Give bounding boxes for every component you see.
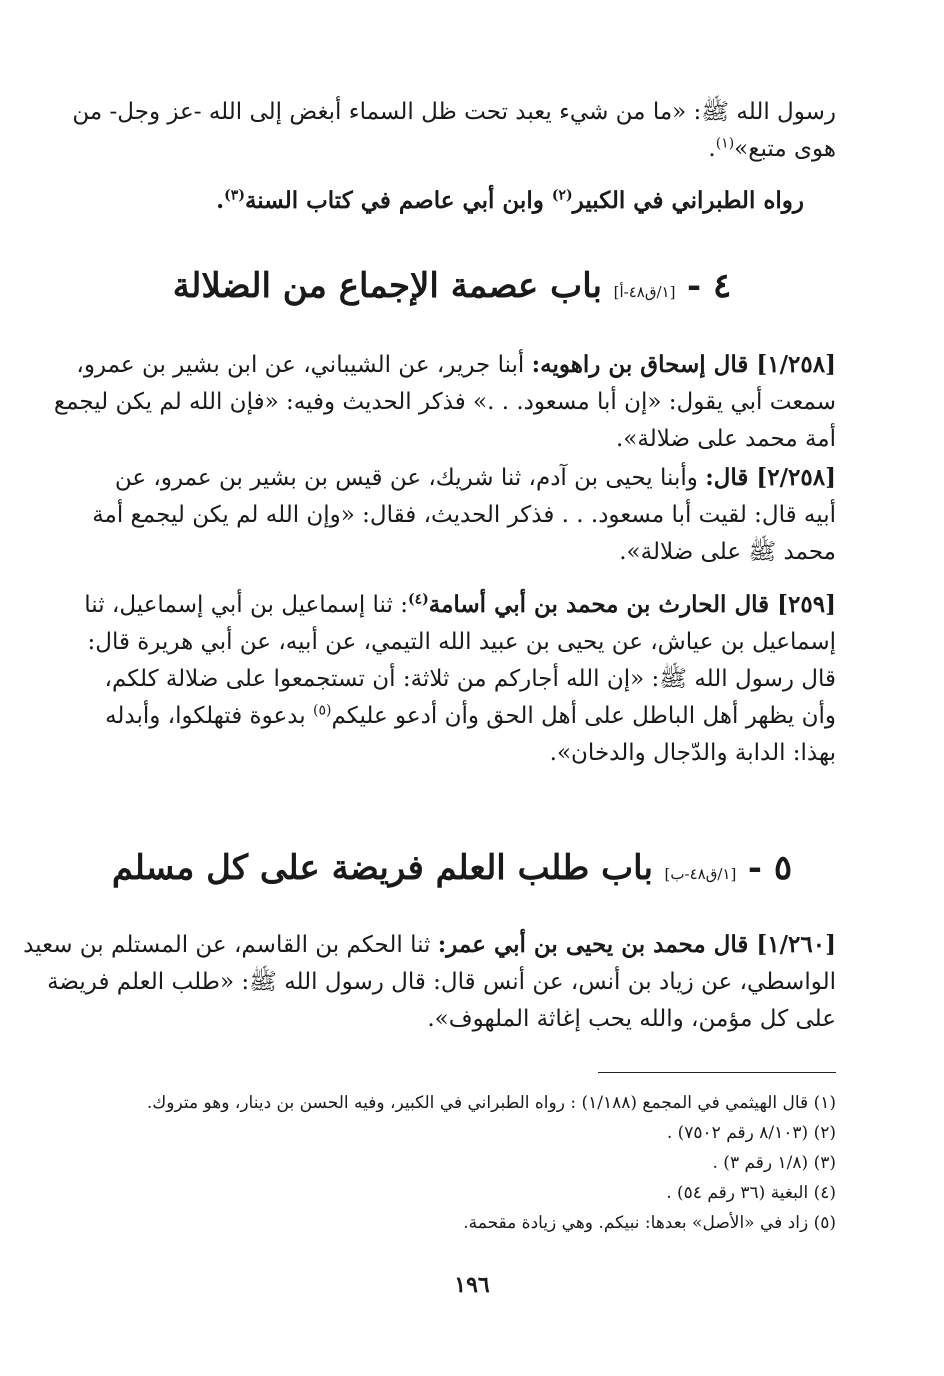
footnote: (٥) زاد في «الأصل» بعدها: نبيكم. وهي زيادة مقحمة. [463,1213,836,1233]
footnote-ref[interactable]: (٢) [551,187,573,204]
hadith-line: أمة محمد على ضلالة». [616,426,836,452]
page-number: ١٩٦ [454,1272,490,1298]
hadith-paragraph [53,346,836,458]
footnote: (٢) (٨/١٠٣ رقم ٧٥٠٢) . [666,1123,836,1143]
footnote: (١) قال الهيثمي في المجمع (١/١٨٨) : رواه الطبراني في الكبير، وفيه الحسن بن دينار، وهو متروك. [146,1093,836,1113]
hadith-paragraph [23,926,836,1038]
chapter-title: باب عصمة الإجماع من الضلالة [172,266,603,306]
hadith-line: قال رسول الله ﷺ: «إن الله أجاركم من ثلاثة: أن تستجمعوا على ضلالة كلكم، [104,666,836,692]
chapter-number: ٤ - [687,266,732,306]
chapter-heading [68,848,836,888]
footnote: (٤) البغية (٣٦ رقم ٥٤) . [666,1183,836,1203]
hadith-line: سمعت أبي يقول: «إن أبا مسعود. . .» فذكر الحديث وفيه: «فإن الله لم يكن ليجمع [53,389,836,415]
chapter-title: باب طلب العلم فريضة على كل مسلم [111,848,653,888]
hadith-number: [٢/٢٥٨] قال: [705,464,836,491]
footnote-ref[interactable]: (٤) [407,591,429,608]
hadith-line: أبيه قال: لقيت أبا مسعود. . . فذكر الحديث، فقال: «وإن الله لم يكن ليجمع أمة [92,502,836,528]
manuscript-ref: [١/ق٤٨-ب] [664,865,737,883]
chapter-number: ٥ - [747,848,793,888]
hadith-line: [١/٢٥٨] قال إسحاق بن راهويه: أبنا جرير، عن الشيباني، عن ابن بشير بن عمرو، [76,351,836,378]
manuscript-ref: [١/ق٤٨-أ] [613,283,676,301]
footnotes [68,1088,836,1238]
hadith-line: إسماعيل بن عياش، عن يحيى بن عبيد الله التيمي، عن أبيه، عن أبي هريرة قال: [87,629,836,655]
source-line: رواه الطبراني في الكبير$^{(٢)}$ وابن أبي عاصم في كتاب السنة$^{(٣)}$. [216,187,804,214]
hadith-line: الواسطي، عن زياد بن أنس، عن أنس قال: قال رسول الله ﷺ: «طلب العلم فريضة [47,969,836,995]
hadith-line: [٢/٢٥٨] قال: وأبنا يحيى بن آدم، ثنا شريك، عن قيس بن بشير بن عمرو، عن [114,464,836,491]
intro-paragraph [68,94,836,168]
hadith-paragraph [68,459,836,571]
intro-line: هوى متبع»$^{(١)}$. [708,135,836,162]
footnote-divider [598,1072,836,1073]
hadith-paragraph [68,586,836,772]
hadith-number: [٢٥٩] قال الحارث بن محمد بن أبي أسامة$^{(٤)}$ [407,591,836,618]
footnote-ref[interactable]: (٥) [312,702,332,719]
chapter-heading [68,266,836,306]
hadith-number: [١/٢٦٠] قال محمد بن يحيى بن أبي عمر: [437,931,836,958]
footnote-ref[interactable]: (٣) [224,187,245,204]
hadith-line: [١/٢٦٠] قال محمد بن يحيى بن أبي عمر: ثنا الحكم بن القاسم، عن المستلم بن سعيد [23,931,836,958]
hadith-line: محمد ﷺ على ضلالة». [619,539,836,565]
footnote: (٣) (١/٨ رقم ٣) . [712,1153,836,1173]
source-note [68,182,804,219]
intro-line: رسول الله ﷺ: «ما من شيء يعبد تحت ظل السماء أبغض إلى الله -عز وجل- من [72,99,836,125]
hadith-line: وأن يظهر أهل الباطل على أهل الحق وأن أدعو عليكم$^{(٥)}$ بدعوة فتهلكوا، وأبدله [105,702,836,729]
hadith-line: بهذا: الدابة والدّجال والدخان». [549,740,836,766]
footnote-ref[interactable]: (١) [715,135,735,152]
hadith-line: [٢٥٩] قال الحارث بن محمد بن أبي أسامة$^{(٤)}$: ثنا إسماعيل بن أبي إسماعيل، ثنا [84,591,836,618]
hadith-line: على كل مؤمن، والله يحب إغاثة الملهوف». [427,1006,836,1032]
hadith-number: [١/٢٥٨] قال إسحاق بن راهويه: [531,351,836,378]
